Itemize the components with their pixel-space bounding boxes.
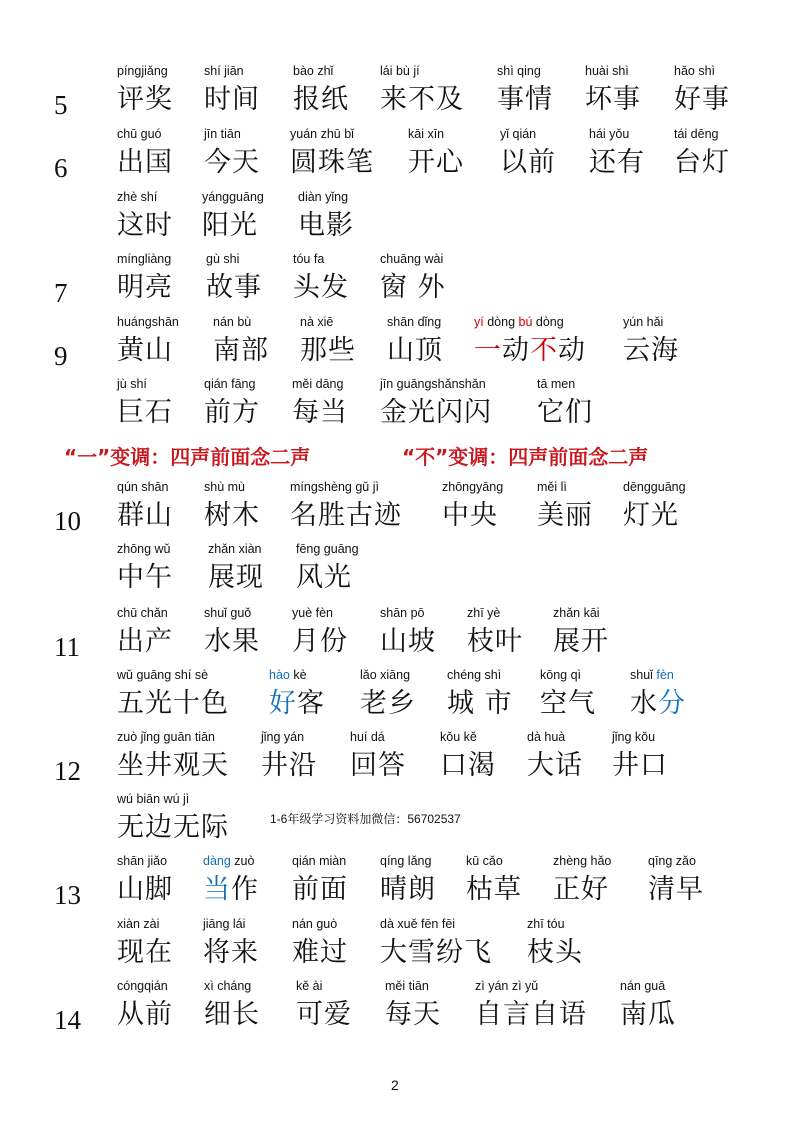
pinyin: shān jiǎo bbox=[117, 854, 168, 868]
pinyin: hǎo shì bbox=[674, 64, 716, 78]
vocab-row bbox=[0, 854, 793, 916]
hanzi: 细长 bbox=[204, 999, 260, 1030]
hanzi: 每天 bbox=[385, 999, 441, 1030]
hanzi bbox=[630, 686, 686, 722]
pinyin: kū cǎo bbox=[466, 854, 503, 868]
hanzi: 树木 bbox=[204, 500, 260, 531]
hanzi: 山坡 bbox=[380, 626, 436, 657]
tone-change-note-bu: “不”变调：四声前面念二声 bbox=[402, 445, 649, 469]
pinyin: shì qing bbox=[497, 64, 541, 78]
pinyin: měi lì bbox=[537, 480, 567, 494]
pinyin: chū chǎn bbox=[117, 606, 168, 620]
hanzi: 坏事 bbox=[585, 84, 641, 115]
pinyin-segment: shuǐ bbox=[630, 668, 657, 682]
pinyin: yún hǎi bbox=[623, 315, 664, 329]
pinyin: nán guò bbox=[292, 917, 338, 931]
hanzi bbox=[269, 686, 325, 722]
hanzi: 它们 bbox=[537, 397, 593, 428]
pinyin: nán guā bbox=[620, 979, 666, 993]
pinyin: shān dǐng bbox=[387, 315, 442, 329]
hanzi: 将来 bbox=[203, 937, 259, 968]
pinyin: míngshèng gǔ jì bbox=[290, 480, 379, 494]
pinyin: zuò jǐng guān tiān bbox=[117, 730, 215, 744]
hanzi: 阳光 bbox=[202, 210, 258, 241]
pinyin: zhè shí bbox=[117, 190, 158, 204]
hanzi: 中央 bbox=[442, 500, 498, 531]
pinyin: zhī yè bbox=[467, 606, 501, 620]
hanzi: 事情 bbox=[497, 84, 553, 115]
pinyin-segment: yí bbox=[474, 315, 484, 329]
hanzi: 报纸 bbox=[293, 84, 349, 115]
pinyin: wú biān wú jì bbox=[117, 792, 190, 806]
pinyin: fēng guāng bbox=[296, 542, 359, 556]
lesson-number: 5 bbox=[54, 90, 68, 120]
hanzi: 来不及 bbox=[380, 84, 464, 115]
hanzi: 展开 bbox=[553, 626, 609, 657]
pinyin: chéng shì bbox=[447, 668, 502, 682]
lesson-number: 14 bbox=[54, 1005, 81, 1035]
pinyin bbox=[474, 315, 564, 329]
pinyin bbox=[203, 854, 254, 868]
hanzi: 黄山 bbox=[117, 335, 173, 366]
hanzi: 还有 bbox=[589, 147, 645, 178]
contact-info: 1-6年级学习资料加微信：56702537 bbox=[270, 812, 461, 826]
hanzi: 城 市 bbox=[447, 688, 513, 719]
hanzi: 风光 bbox=[296, 562, 352, 593]
pinyin: dà huà bbox=[527, 730, 566, 744]
hanzi: 明亮 bbox=[117, 272, 173, 303]
pinyin: bào zhǐ bbox=[293, 64, 334, 78]
hanzi: 前面 bbox=[292, 874, 348, 905]
hanzi: 云海 bbox=[623, 335, 679, 366]
hanzi: 大雪纷飞 bbox=[380, 937, 492, 968]
hanzi: 圆珠笔 bbox=[290, 147, 374, 178]
hanzi-segment: 客 bbox=[297, 688, 325, 719]
pinyin: chū guó bbox=[117, 127, 162, 141]
pinyin: zhōngyāng bbox=[442, 480, 504, 494]
pinyin: zhèng hǎo bbox=[553, 854, 612, 868]
hanzi: 清早 bbox=[648, 874, 704, 905]
pinyin: huí dá bbox=[350, 730, 385, 744]
hanzi: 时间 bbox=[204, 84, 260, 115]
hanzi: 好事 bbox=[674, 84, 730, 115]
hanzi: 群山 bbox=[117, 500, 173, 531]
pinyin: tóu fa bbox=[293, 252, 325, 266]
pinyin: jiāng lái bbox=[203, 917, 246, 931]
hanzi: 晴朗 bbox=[380, 874, 436, 905]
pinyin: shí jiān bbox=[204, 64, 244, 78]
pinyin: dà xuě fēn fēi bbox=[380, 917, 456, 931]
lesson-number: 12 bbox=[54, 756, 81, 786]
hanzi: 那些 bbox=[300, 335, 356, 366]
pinyin: kāi xīn bbox=[408, 127, 445, 141]
hanzi: 井口 bbox=[612, 750, 668, 781]
hanzi: 出国 bbox=[117, 147, 173, 178]
hanzi: 正好 bbox=[553, 874, 609, 905]
pinyin: zhǎn xiàn bbox=[208, 542, 262, 556]
pinyin: qián fāng bbox=[204, 377, 256, 391]
pinyin: kōng qì bbox=[540, 668, 582, 682]
hanzi: 枝叶 bbox=[467, 626, 523, 657]
pinyin: míngliàng bbox=[117, 252, 172, 266]
pinyin: píngjiǎng bbox=[117, 64, 168, 78]
hanzi-segment: 不 bbox=[530, 335, 558, 366]
pinyin-segment: kè bbox=[289, 668, 307, 682]
pinyin: lái bù jí bbox=[380, 64, 420, 78]
pinyin: cóngqián bbox=[117, 979, 168, 993]
hanzi: 灯光 bbox=[623, 500, 679, 531]
hanzi: 开心 bbox=[408, 147, 464, 178]
hanzi: 枝头 bbox=[527, 937, 583, 968]
pinyin: qíng lǎng bbox=[380, 854, 432, 868]
vocab-row bbox=[0, 730, 793, 792]
hanzi: 电影 bbox=[298, 210, 354, 241]
vocab-row bbox=[0, 606, 793, 668]
hanzi: 枯草 bbox=[466, 874, 522, 905]
pinyin: xì cháng bbox=[204, 979, 252, 993]
pinyin: jǐng yán bbox=[261, 730, 305, 744]
hanzi: 可爱 bbox=[296, 999, 352, 1030]
hanzi: 南瓜 bbox=[620, 999, 676, 1030]
pinyin: lǎo xiāng bbox=[360, 668, 411, 682]
pinyin: yuè fèn bbox=[292, 606, 334, 620]
hanzi-segment: 当 bbox=[203, 874, 231, 905]
vocab-row bbox=[0, 64, 793, 126]
pinyin: jǐng kǒu bbox=[612, 730, 656, 744]
hanzi: 以前 bbox=[500, 147, 556, 178]
vocab-row bbox=[0, 480, 793, 542]
pinyin: qián miàn bbox=[292, 854, 347, 868]
hanzi: 台灯 bbox=[674, 147, 730, 178]
pinyin: tái dēng bbox=[674, 127, 719, 141]
hanzi: 今天 bbox=[204, 147, 260, 178]
pinyin: shān pō bbox=[380, 606, 425, 620]
hanzi: 美丽 bbox=[537, 500, 593, 531]
pinyin bbox=[269, 668, 307, 682]
hanzi: 巨石 bbox=[117, 397, 173, 428]
hanzi: 口渴 bbox=[440, 750, 496, 781]
hanzi: 回答 bbox=[350, 750, 406, 781]
lesson-number: 7 bbox=[54, 278, 68, 308]
pinyin: měi tiān bbox=[385, 979, 429, 993]
pinyin: kǒu kě bbox=[440, 730, 477, 744]
pinyin: nà xiē bbox=[300, 315, 334, 329]
pinyin: shù mù bbox=[204, 480, 245, 494]
hanzi: 展现 bbox=[208, 562, 264, 593]
pinyin-segment: dòng bbox=[483, 315, 519, 329]
hanzi: 现在 bbox=[117, 937, 173, 968]
pinyin: jīn tiān bbox=[204, 127, 241, 141]
hanzi: 五光十色 bbox=[117, 688, 229, 719]
tone-change-note-yi: “一”变调：四声前面念二声 bbox=[64, 445, 311, 469]
pinyin: yǐ qián bbox=[500, 127, 537, 141]
hanzi: 从前 bbox=[117, 999, 173, 1030]
hanzi: 头发 bbox=[293, 272, 349, 303]
hanzi: 老乡 bbox=[360, 688, 416, 719]
hanzi-segment: 好 bbox=[269, 688, 297, 719]
lesson-number: 9 bbox=[54, 341, 68, 371]
vocab-row bbox=[0, 127, 793, 189]
pinyin: zhī tóu bbox=[527, 917, 565, 931]
pinyin-segment: dòng bbox=[532, 315, 564, 329]
pinyin: dēngguāng bbox=[623, 480, 686, 494]
pinyin: chuāng wài bbox=[380, 252, 444, 266]
hanzi: 窗 外 bbox=[380, 272, 446, 303]
vocab-row bbox=[0, 917, 793, 979]
hanzi: 中午 bbox=[117, 562, 173, 593]
hanzi: 自言自语 bbox=[475, 999, 587, 1030]
pinyin bbox=[630, 668, 674, 682]
pinyin: kě ài bbox=[296, 979, 323, 993]
pinyin: tā men bbox=[537, 377, 576, 391]
pinyin-segment: fèn bbox=[656, 668, 674, 682]
pinyin: qīng zǎo bbox=[648, 854, 696, 868]
hanzi: 评奖 bbox=[117, 84, 173, 115]
lesson-number: 6 bbox=[54, 153, 68, 183]
pinyin: huài shì bbox=[585, 64, 629, 78]
hanzi: 空气 bbox=[540, 688, 596, 719]
pinyin: jù shí bbox=[117, 377, 147, 391]
pinyin: měi dāng bbox=[292, 377, 344, 391]
lesson-number: 10 bbox=[54, 506, 81, 536]
hanzi: 故事 bbox=[206, 272, 262, 303]
hanzi: 山顶 bbox=[387, 335, 443, 366]
hanzi: 山脚 bbox=[117, 874, 173, 905]
pinyin: shuǐ guǒ bbox=[204, 606, 252, 620]
hanzi: 难过 bbox=[292, 937, 348, 968]
hanzi-segment: 分 bbox=[658, 688, 686, 719]
pinyin: zhōng wǔ bbox=[117, 542, 171, 556]
vocab-row bbox=[0, 252, 793, 314]
pinyin: jīn guāngshǎnshǎn bbox=[380, 377, 486, 391]
pinyin: huángshān bbox=[117, 315, 179, 329]
vocab-row bbox=[0, 542, 793, 604]
hanzi-segment: 动 bbox=[558, 335, 586, 366]
pinyin: gù shi bbox=[206, 252, 240, 266]
pinyin: zì yán zì yǔ bbox=[475, 979, 539, 993]
hanzi: 出产 bbox=[117, 626, 173, 657]
pinyin-segment: dàng bbox=[203, 854, 231, 868]
hanzi: 前方 bbox=[204, 397, 260, 428]
hanzi: 水果 bbox=[204, 626, 260, 657]
page-number: 2 bbox=[391, 1077, 399, 1093]
pinyin-segment: hào bbox=[269, 668, 290, 682]
lesson-number: 11 bbox=[54, 632, 80, 662]
hanzi: 名胜古迹 bbox=[290, 500, 402, 531]
pinyin: zhǎn kāi bbox=[553, 606, 600, 620]
vocab-row bbox=[0, 190, 793, 252]
pinyin: hái yǒu bbox=[589, 127, 630, 141]
pinyin-segment: bú bbox=[518, 315, 533, 329]
hanzi bbox=[474, 333, 586, 369]
vocab-row bbox=[0, 315, 793, 377]
vocab-row bbox=[0, 668, 793, 730]
hanzi: 金光闪闪 bbox=[380, 397, 492, 428]
hanzi: 这时 bbox=[117, 210, 173, 241]
pinyin: qún shān bbox=[117, 480, 169, 494]
hanzi: 每当 bbox=[292, 397, 348, 428]
hanzi-segment: 一 bbox=[474, 335, 502, 366]
hanzi-segment: 水 bbox=[630, 688, 658, 719]
pinyin: xiàn zài bbox=[117, 917, 160, 931]
vocab-row bbox=[0, 979, 793, 1041]
hanzi: 月份 bbox=[292, 626, 348, 657]
hanzi: 井沿 bbox=[261, 750, 317, 781]
pinyin: yángguāng bbox=[202, 190, 264, 204]
pinyin: wǔ guāng shí sè bbox=[117, 668, 209, 682]
vocab-row bbox=[0, 377, 793, 439]
hanzi-segment: 作 bbox=[231, 874, 259, 905]
pinyin: yuán zhū bǐ bbox=[290, 127, 354, 141]
hanzi: 无边无际 bbox=[117, 812, 229, 843]
hanzi: 大话 bbox=[527, 750, 583, 781]
pinyin: diàn yǐng bbox=[298, 190, 349, 204]
hanzi bbox=[203, 872, 259, 908]
hanzi: 南部 bbox=[213, 335, 269, 366]
lesson-number: 13 bbox=[54, 880, 81, 910]
hanzi: 坐井观天 bbox=[117, 750, 229, 781]
pinyin-segment: zuò bbox=[230, 854, 255, 868]
hanzi-segment: 动 bbox=[502, 335, 530, 366]
pinyin: nán bù bbox=[213, 315, 252, 329]
